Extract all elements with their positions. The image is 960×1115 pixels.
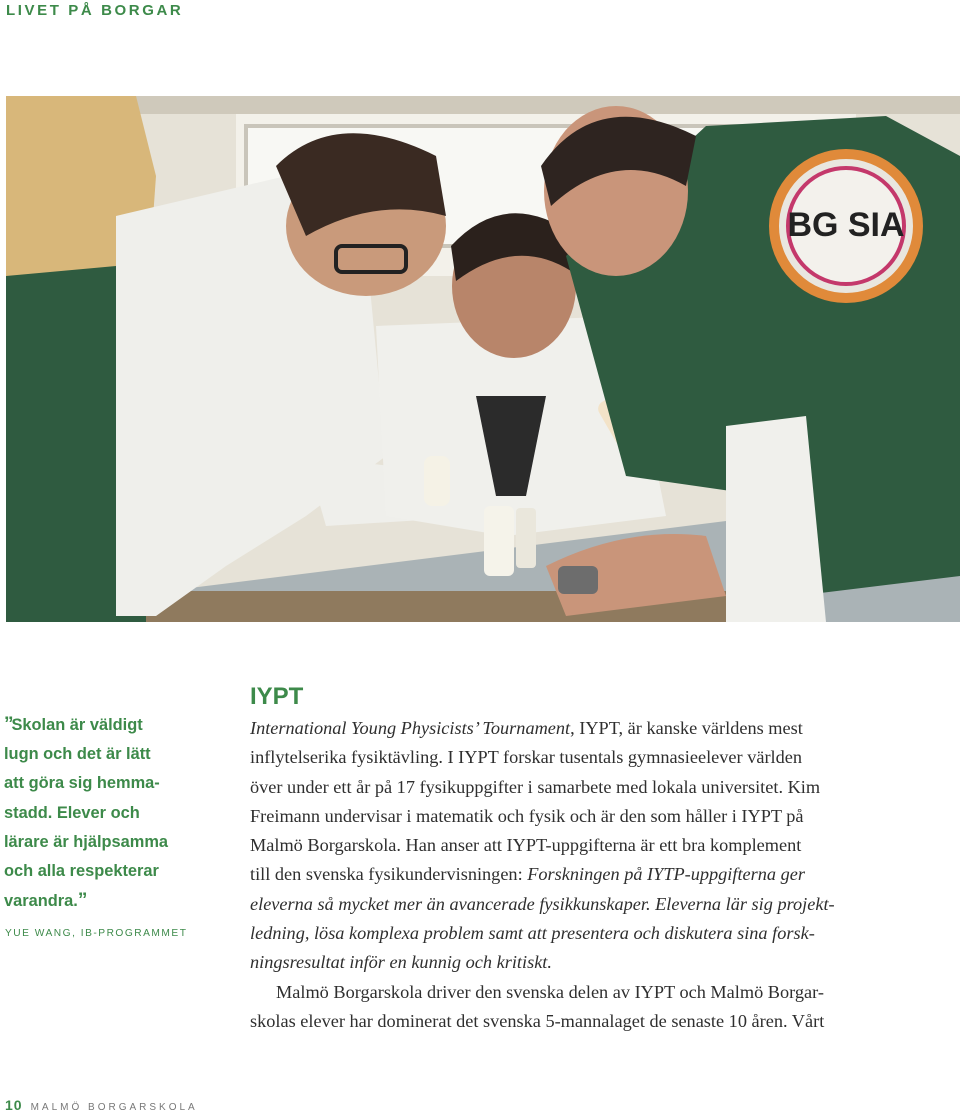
body-line: ledning, lösa komplexa problem samt att presentera och diskutera sina forsk- [250, 923, 815, 944]
quote-attribution: YUE WANG, IB-PROGRAMMET [5, 928, 188, 939]
body-line: till den svenska fysikundervisningen: Forskningen på IYTP-uppgifterna ger [250, 864, 805, 885]
article-heading: IYPT [250, 683, 304, 710]
quote-line: Skolan är väldigt [11, 716, 143, 734]
body-line: Freimann undervisar i matematik och fysik och är den som håller i IYPT på [250, 805, 804, 826]
body-line: Malmö Borgarskola driver den svenska delen av IYPT och Malmö Borgar- [276, 981, 824, 1002]
page-number: 10 [5, 1097, 23, 1113]
body-line: eleverna så mycket mer än avancerade fysikkunskaper. Eleverna lär sig projekt- [250, 893, 835, 914]
shirt-logo-text: BG SIA [787, 206, 905, 244]
quote-line: varandra. [4, 892, 78, 911]
close-quote-mark: ” [77, 890, 86, 912]
page-footer [5, 1097, 198, 1115]
article [250, 683, 960, 1036]
body-line: över under ett år på 17 fysikuppgifter i samarbete med lokala universitet. Kim [250, 776, 821, 797]
body-line: ningsresultat inför en kunnig och kritiskt. [250, 952, 552, 973]
body-line: inflytelserika fysiktävling. I IYPT forskar tusentals gymnasieelever världen [250, 747, 803, 768]
quote-line: lugn och det är lätt [4, 745, 151, 764]
quote-line: och alla respekterar [4, 862, 159, 881]
article-body [250, 714, 960, 1036]
open-quote-mark: ” [4, 714, 12, 735]
section-header: LIVET PÅ BORGAR [6, 2, 184, 19]
body-line: Malmö Borgarskola. Han anser att IYPT-uppgifterna är ett bra komplement [250, 835, 802, 856]
quote-line: stadd. Elever och [4, 803, 140, 822]
pull-quote [4, 710, 194, 916]
quote-line: lärare är hjälpsamma [4, 832, 169, 851]
body-line: skolas elever har dominerat det svenska 5-mannalaget de senaste 10 åren. Vårt [250, 1010, 825, 1031]
publication-name: MALMÖ BORGARSKOLA [30, 1102, 198, 1113]
quote-line: att göra sig hemma- [4, 774, 160, 793]
classroom-photo [6, 96, 960, 622]
body-line: International Young Physicists’ Tournament, IYPT, är kanske världens mest [250, 718, 803, 738]
